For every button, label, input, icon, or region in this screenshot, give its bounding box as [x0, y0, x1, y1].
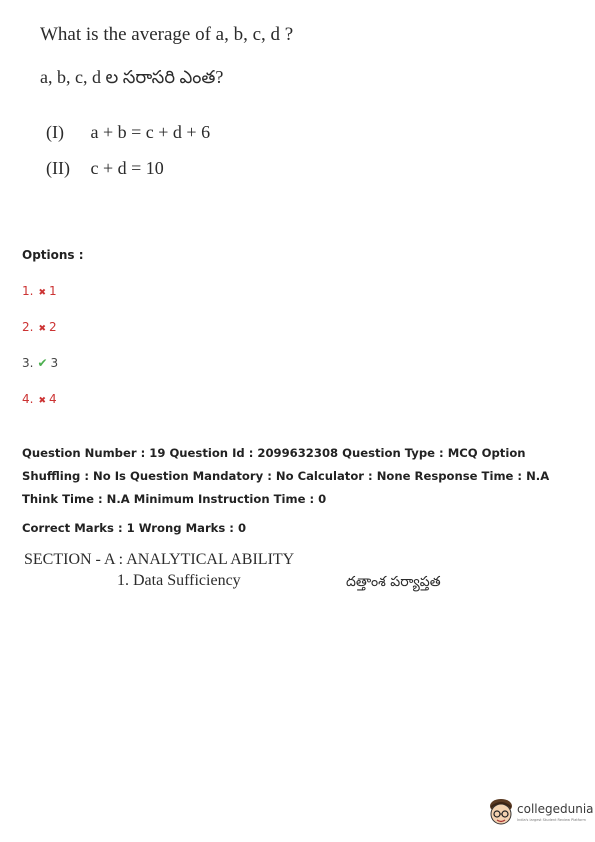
- option-2-number: 2.: [22, 320, 34, 334]
- option-3-number: 3.: [22, 356, 34, 370]
- section-title: SECTION - A : ANALYTICAL ABILITY: [24, 551, 295, 568]
- option-2-value: 2: [49, 320, 57, 334]
- topic-telugu: దత్తాంశ పర్యాప్తత: [346, 574, 441, 590]
- statement-1-text: a + b = c + d + 6: [90, 122, 211, 142]
- statement-2: [46, 158, 164, 179]
- option-3-value: 3: [50, 356, 59, 370]
- question-english: What is the average of a, b, c, d ?: [40, 24, 294, 45]
- option-3[interactable]: [22, 356, 58, 370]
- option-1[interactable]: [22, 284, 57, 298]
- cross-icon: ✖: [38, 324, 46, 334]
- topic-english: 1. Data Sufficiency: [117, 572, 241, 589]
- cross-icon: ✖: [38, 396, 46, 406]
- logo-face-icon: [487, 798, 515, 828]
- collegedunia-logo: [487, 796, 594, 832]
- option-4-value: 4: [49, 392, 57, 406]
- cross-icon: ✖: [38, 288, 46, 298]
- options-label: Options :: [22, 248, 84, 262]
- option-4[interactable]: [22, 392, 57, 406]
- logo-tagline: India's largest Student Review Platform: [517, 818, 586, 822]
- question-meta: Question Number : 19 Question Id : 2099632308 Question Type : MCQ Option Shuffling : No Is Question Mandatory : No Calculator : None Response Time : N.A Think Time : N.A Minimum Instruction Time : 0: [22, 446, 550, 506]
- check-icon: ✔: [37, 356, 48, 370]
- statement-2-label: (II): [46, 158, 70, 178]
- logo-name: collegedunia: [517, 802, 594, 816]
- statement-2-text: c + d = 10: [90, 158, 164, 178]
- option-2[interactable]: [22, 320, 57, 334]
- option-1-value: 1: [49, 284, 57, 298]
- question-telugu: a, b, c, d ల సరాసరి ఎంత?: [40, 67, 224, 87]
- option-4-number: 4.: [22, 392, 34, 406]
- statement-1-label: (I): [46, 122, 64, 142]
- option-1-number: 1.: [22, 284, 34, 298]
- statement-1: [46, 122, 210, 143]
- marks-meta: Correct Marks : 1 Wrong Marks : 0: [22, 521, 247, 535]
